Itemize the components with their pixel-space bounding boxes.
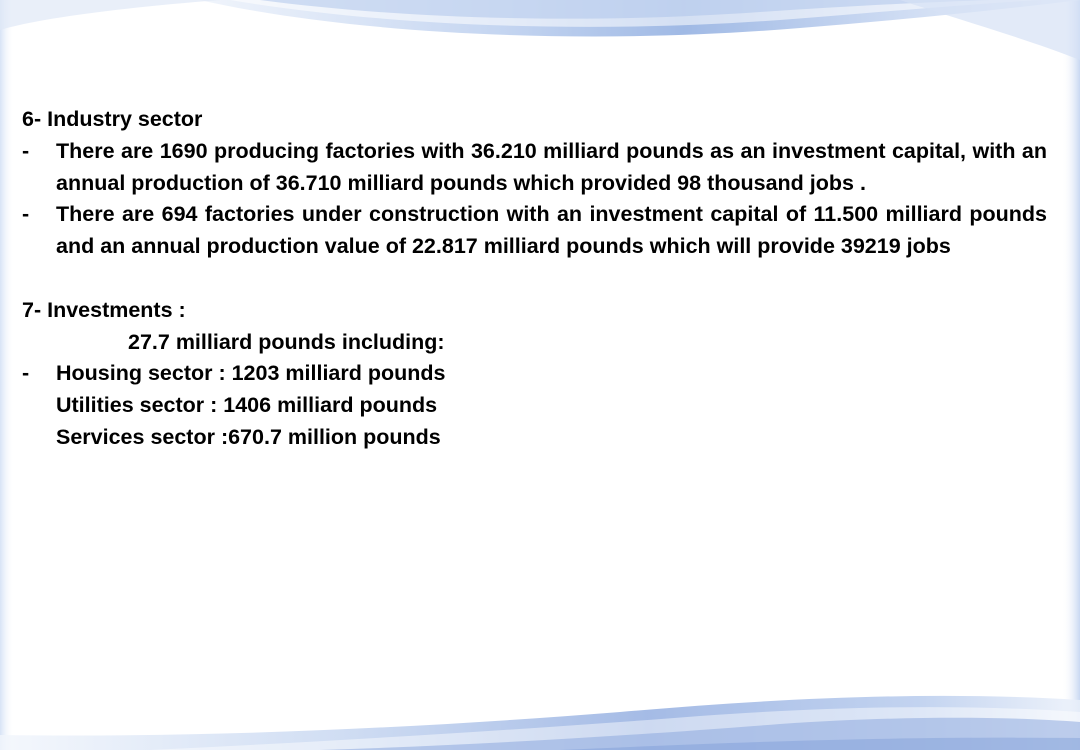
bullet-dash: - (22, 361, 30, 386)
industry-bullet-item (22, 136, 1047, 200)
investment-item (22, 358, 1047, 390)
bullet-dash: - (22, 202, 30, 227)
investments-total: 27.7 milliard pounds including: (128, 329, 445, 354)
industry-bullet-item (22, 199, 1047, 263)
slide-text-content (22, 104, 1047, 454)
investment-item: Services sector :670.7 million pounds (56, 424, 441, 449)
industry-sector-heading: 6- Industry sector (22, 107, 203, 131)
investment-item-text: Housing sector : 1203 milliard pounds (56, 361, 446, 386)
industry-bullet-text: There are 1690 producing factories with 36.210 milliard pounds as an investment capital, with an annual production of 36.710 milliard pounds which provided 98 thousand jobs . (56, 138, 1047, 195)
investment-item: Utilities sector : 1406 milliard pounds (56, 393, 438, 418)
bullet-dash: - (22, 138, 30, 163)
investments-section (22, 295, 1047, 454)
industry-sector-section (22, 104, 1047, 263)
section-spacer (22, 263, 1047, 295)
industry-bullet-text: There are 694 factories under construction with an investment capital of 11.500 milliard pounds and an annual production value of 22.817 milliard pounds which will provide 39219 jobs (56, 202, 1047, 259)
investments-heading: 7- Investments : (22, 297, 186, 322)
